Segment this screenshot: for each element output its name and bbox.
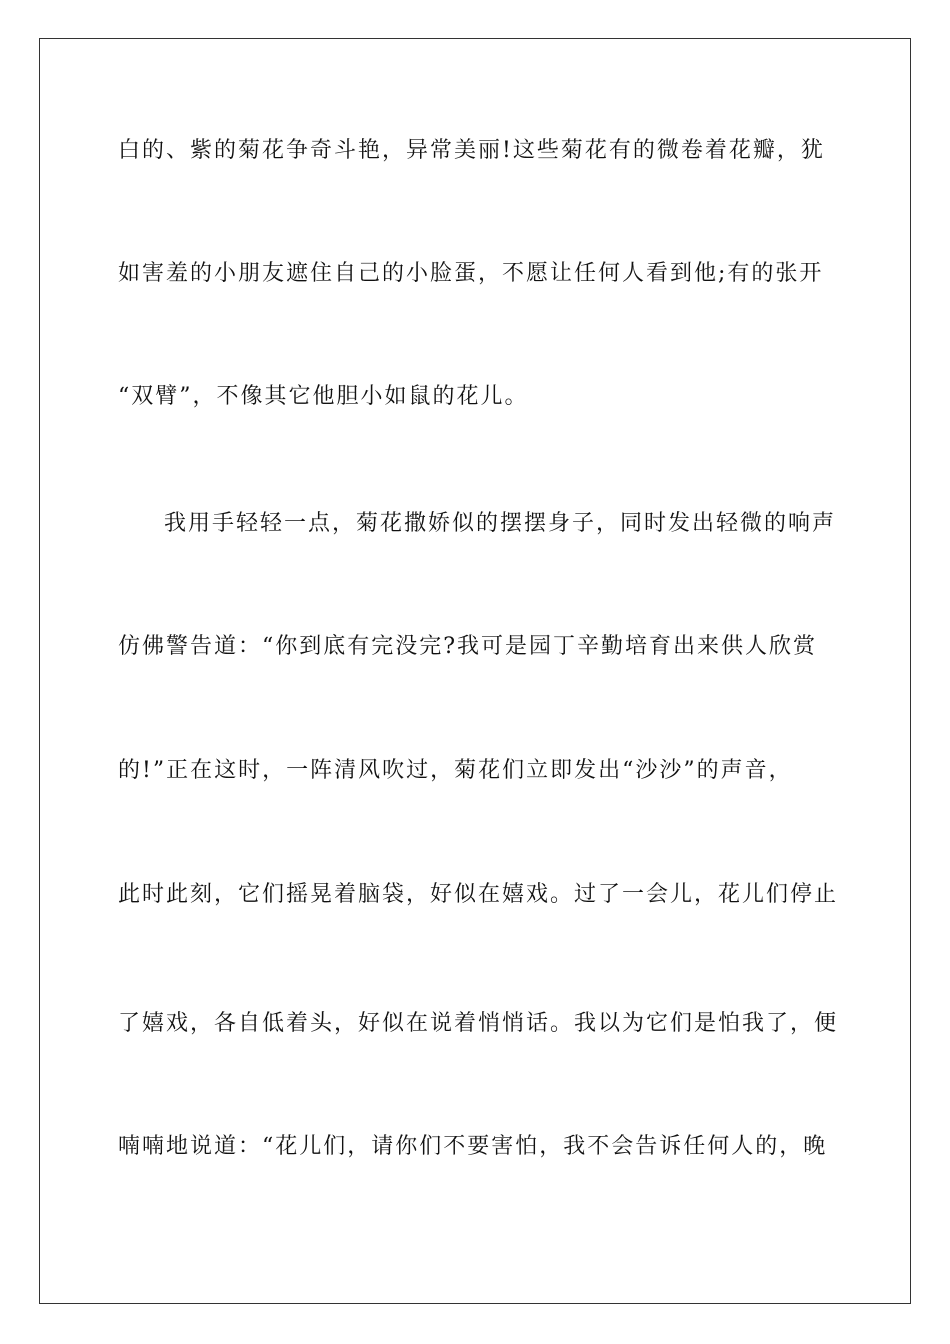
page-frame [39, 38, 911, 1304]
text-line: “双臂”，不像其它他胆小如鼠的花儿。 [118, 384, 529, 409]
text-line: 此时此刻，它们摇晃着脑袋，好似在嬉戏。过了一会儿，花儿们停止 [118, 882, 839, 907]
text-line: 喃喃地说道：“花儿们，请你们不要害怕，我不会告诉任何人的，晚 [118, 1134, 828, 1159]
text-line: 仿佛警告道：“你到底有完没完?我可是园丁辛勤培育出来供人欣赏 [118, 634, 818, 659]
text-line: 如害羞的小朋友遮住自己的小脸蛋，不愿让任何人看到他;有的张开 [118, 261, 824, 286]
paragraph-first-line: 我用手轻轻一点，菊花撒娇似的摆摆身子，同时发出轻微的响声 [164, 511, 837, 536]
text-line: 了嬉戏，各自低着头，好似在说着悄悄话。我以为它们是怕我了，便 [118, 1011, 839, 1036]
text-line: 白的、紫的菊花争奇斗艳，异常美丽!这些菊花有的微卷着花瓣，犹 [118, 138, 825, 163]
text-line: 的!”正在这时，一阵清风吹过，菊花们立即发出“沙沙”的声音， [118, 758, 793, 783]
